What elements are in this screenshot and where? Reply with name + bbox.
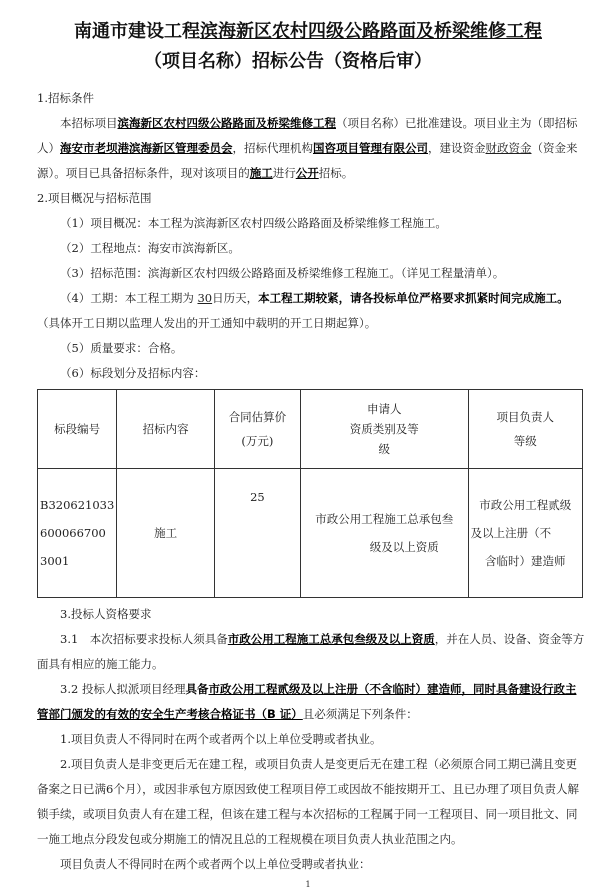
header-lot-code: 标段编号 <box>38 390 117 469</box>
tender-method: 公开 <box>295 166 319 180</box>
text: 市政公用工程施工总承包叁 <box>315 512 454 526</box>
item-lots: （6）标段划分及招标内容： <box>60 366 206 380</box>
tender-scope: 施工 <box>249 166 273 180</box>
text: 含临时）建造师 <box>485 554 566 568</box>
text: ，并在人员、设备、资金等方面具有相应的施工能力。 <box>37 632 585 671</box>
cell-content: 施工 <box>117 469 215 598</box>
document-title-line2: （项目名称）招标公告（资格后审） <box>144 51 432 72</box>
text: 3001 <box>40 554 70 568</box>
duration-start-note: （具体开工日期以监理人发出的开工通知中载明的开工日期起算）。 <box>37 316 377 330</box>
text: 600066700 <box>40 526 106 540</box>
item-scope: （3）招标范围：滨海新区农村四级公路路面及桥梁维修工程施工。（详见工程量清单）。 <box>60 266 505 280</box>
item-quality: （5）质量要求：合格。 <box>60 341 183 355</box>
text: 等级 <box>513 434 537 448</box>
condition-3: 项目负责人不得同时在两个或者两个以上单位受聘或者执业： <box>60 857 371 871</box>
cell-manager <box>468 469 582 598</box>
fund-source: 财政资金 <box>485 141 532 155</box>
text: 市政公用工程贰级 <box>479 498 572 512</box>
text: 具备 <box>185 682 209 696</box>
header-manager <box>468 390 582 469</box>
requirement-3-1 <box>37 627 585 677</box>
section3-heading: 3.投标人资格要求 <box>60 607 152 621</box>
duration-note: 本工程工期较紧，请各投标单位严格要求抓紧时间完成施工。 <box>258 291 569 305</box>
page-number: 1 <box>305 880 311 889</box>
item-overview: （1）项目概况：本工程为滨海新区农村四级公路路面及桥梁维修工程施工。 <box>60 216 447 230</box>
cell-qualification <box>300 469 468 598</box>
text: （资金来源）。项目已具备招标条件，现对该项目的 <box>37 141 578 180</box>
title-project-name: 滨海新区农村四级公路路面及桥梁维修工程 <box>200 21 542 42</box>
text: (万元) <box>241 434 274 448</box>
cell-lot-code <box>38 469 117 598</box>
text: 3.1 本次招标要求投标人须具备 <box>60 632 228 646</box>
text: 资质类别及等 <box>349 422 419 436</box>
text: 进行 <box>272 166 296 180</box>
table-header-row <box>38 390 583 469</box>
text: 级 <box>378 442 390 456</box>
duration-days: 30 <box>197 291 213 305</box>
required-qualification: 市政公用工程施工总承包叁级及以上资质 <box>227 632 435 646</box>
text: 合同估算价 <box>228 410 287 424</box>
text: （4）工期：本工程工期为 <box>60 291 198 305</box>
section1-paragraph <box>37 111 585 186</box>
text: 项目负责人 <box>496 410 555 424</box>
text: 级及以上资质 <box>369 540 439 554</box>
text: ，招标代理机构 <box>232 141 313 155</box>
text: 招标。 <box>318 166 354 180</box>
requirement-3-2 <box>37 677 585 727</box>
table-row <box>38 469 583 598</box>
document-body <box>37 0 585 877</box>
text: 及以上注册（不 <box>470 526 552 540</box>
text: 3.2 投标人拟派项目经理 <box>60 682 186 696</box>
header-price <box>214 390 300 469</box>
header-qualification <box>300 390 468 469</box>
project-name: 滨海新区农村四级公路路面及桥梁维修工程 <box>117 116 336 130</box>
condition-1: 1.项目负责人不得同时在两个或者两个以上单位受聘或者执业。 <box>60 732 382 746</box>
manager-requirement: 市政公用工程贰级及以上注册（不含临时）建造师，同时具备建设行政主管部门颁发的有效的安全生产考核合格证书（B 证） <box>37 682 577 721</box>
title-prefix: 南通市建设工程 <box>74 21 200 42</box>
lots-table <box>37 389 583 598</box>
condition-2: 2.项目负责人是非变更后无在建工程，或项目负责人是变更后无在建工程（必须原合同工期已满且变更备案之日已满6个月），或因非承包方原因致使工程项目停工或因故不能按期开工、且已办理了项目负责人解锁手续，或项目负责人有在建工程，但该在建工程与本次招标的工程属于同一工程项目、同一项目批文、同一施工地点分段发包或分期施工的情况且总的工程规模在项目负责人执业范围之内。 <box>37 757 580 846</box>
cell-price: 25 <box>214 469 300 598</box>
section1-heading: 1.招标条件 <box>37 91 94 105</box>
text: 申请人 <box>367 402 402 416</box>
text: ，建设资金 <box>428 141 486 155</box>
text: 且必须满足下列条件： <box>302 707 418 721</box>
header-content: 招标内容 <box>117 390 215 469</box>
section2-heading: 2.项目概况与招标范围 <box>37 191 152 205</box>
agency-name: 国咨项目管理有限公司 <box>313 141 428 155</box>
text: 本招标项目 <box>60 116 118 130</box>
text: 日历天， <box>212 291 259 305</box>
text: B320621033 <box>40 498 115 512</box>
text: （项目名称）已批准建设。项目业主为（即招标人） <box>37 116 578 155</box>
item-duration <box>37 286 585 311</box>
owner-name: 海安市老坝港滨海新区管理委员会 <box>60 141 233 155</box>
item-location: （2）工程地点：海安市滨海新区。 <box>60 241 240 255</box>
